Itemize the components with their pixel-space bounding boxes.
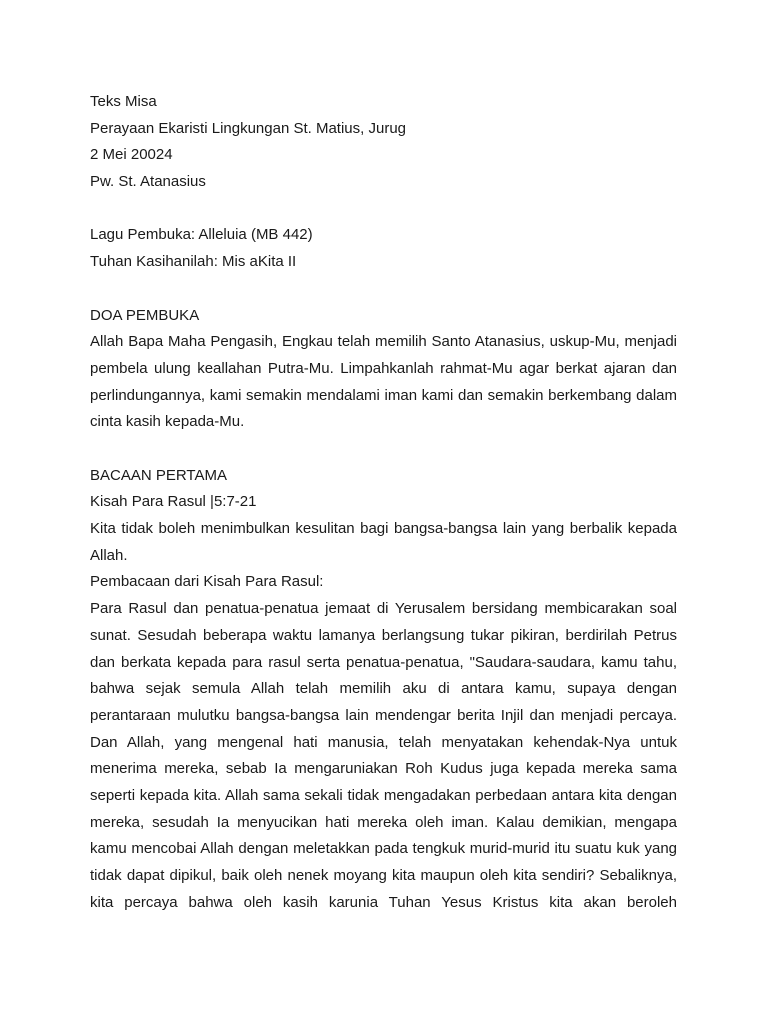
document-body bbox=[90, 89, 677, 917]
first-reading-heading: BACAAN PERTAMA bbox=[90, 466, 227, 484]
event-date: 2 Mei 20024 bbox=[90, 146, 173, 164]
opening-prayer-heading: DOA PEMBUKA bbox=[90, 306, 200, 324]
first-reading-body: Para Rasul dan penatua-penatua jemaat di Yerusalem bersidang membicarakan soal sunat. Sesudah beberapa waktu lamanya berlangsung tukar pikiran, berdirilah Petrus dan berkata kepada para rasul serta penatua-penatua, "Saudara-saudara, kamu tahu, bahwa sejak semula Allah telah memilih aku di antara kamu, supaya dengan perantaraan mulutku bangsa-bangsa lain mendengar berita Injil dan menjadi percaya. Dan Allah, yang mengenal hati manusia, telah menyatakan kehendak-Nya untuk menerima mereka, sebab Ia mengaruniakan Roh Kudus juga kepada mereka sama seperti kepada kita. Allah sama sekali tidak mengadakan perbedaan antara kita dengan mereka, sesudah Ia menyucikan hati mereka oleh iman. Kalau demikian, mengapa kamu mencobai Allah dengan meletakkan pada tengkuk murid-murid itu suatu kuk yang tidak dapat dipikul, baik oleh nenek moyang kita maupun oleh kita sendiri? Sebaliknya, kita percaya bahwa oleh kasih karunia Tuhan Yesus Kristus kita akan beroleh bbox=[90, 600, 677, 911]
spacer bbox=[90, 196, 677, 223]
first-reading-intro: Pembacaan dari Kisah Para Rasul: bbox=[90, 573, 324, 591]
first-reading-summary: Kita tidak boleh menimbulkan kesulitan bagi bangsa-bangsa lain yang berbalik kepada Allah. bbox=[90, 520, 677, 564]
opening-song: Lagu Pembuka: Alleluia (MB 442) bbox=[90, 226, 313, 244]
spacer bbox=[90, 276, 677, 303]
first-reading-reference: Kisah Para Rasul |5:7-21 bbox=[90, 493, 257, 511]
spacer bbox=[90, 436, 677, 463]
kyrie-song: Tuhan Kasihanilah: Mis aKita II bbox=[90, 253, 297, 271]
document-title: Teks Misa bbox=[90, 93, 157, 110]
feast-name: Pw. St. Atanasius bbox=[90, 173, 206, 191]
opening-prayer-text: Allah Bapa Maha Pengasih, Engkau telah memilih Santo Atanasius, uskup-Mu, menjadi pembela ulung keallahan Putra-Mu. Limpahkanlah rahmat-Mu agar berkat ajaran dan perlindungannya, kami semakin mendalami iman kami dan semakin berkembang dalam cinta kasih kepada-Mu. bbox=[90, 333, 677, 431]
event-name: Perayaan Ekaristi Lingkungan St. Matius, Jurug bbox=[90, 119, 407, 137]
